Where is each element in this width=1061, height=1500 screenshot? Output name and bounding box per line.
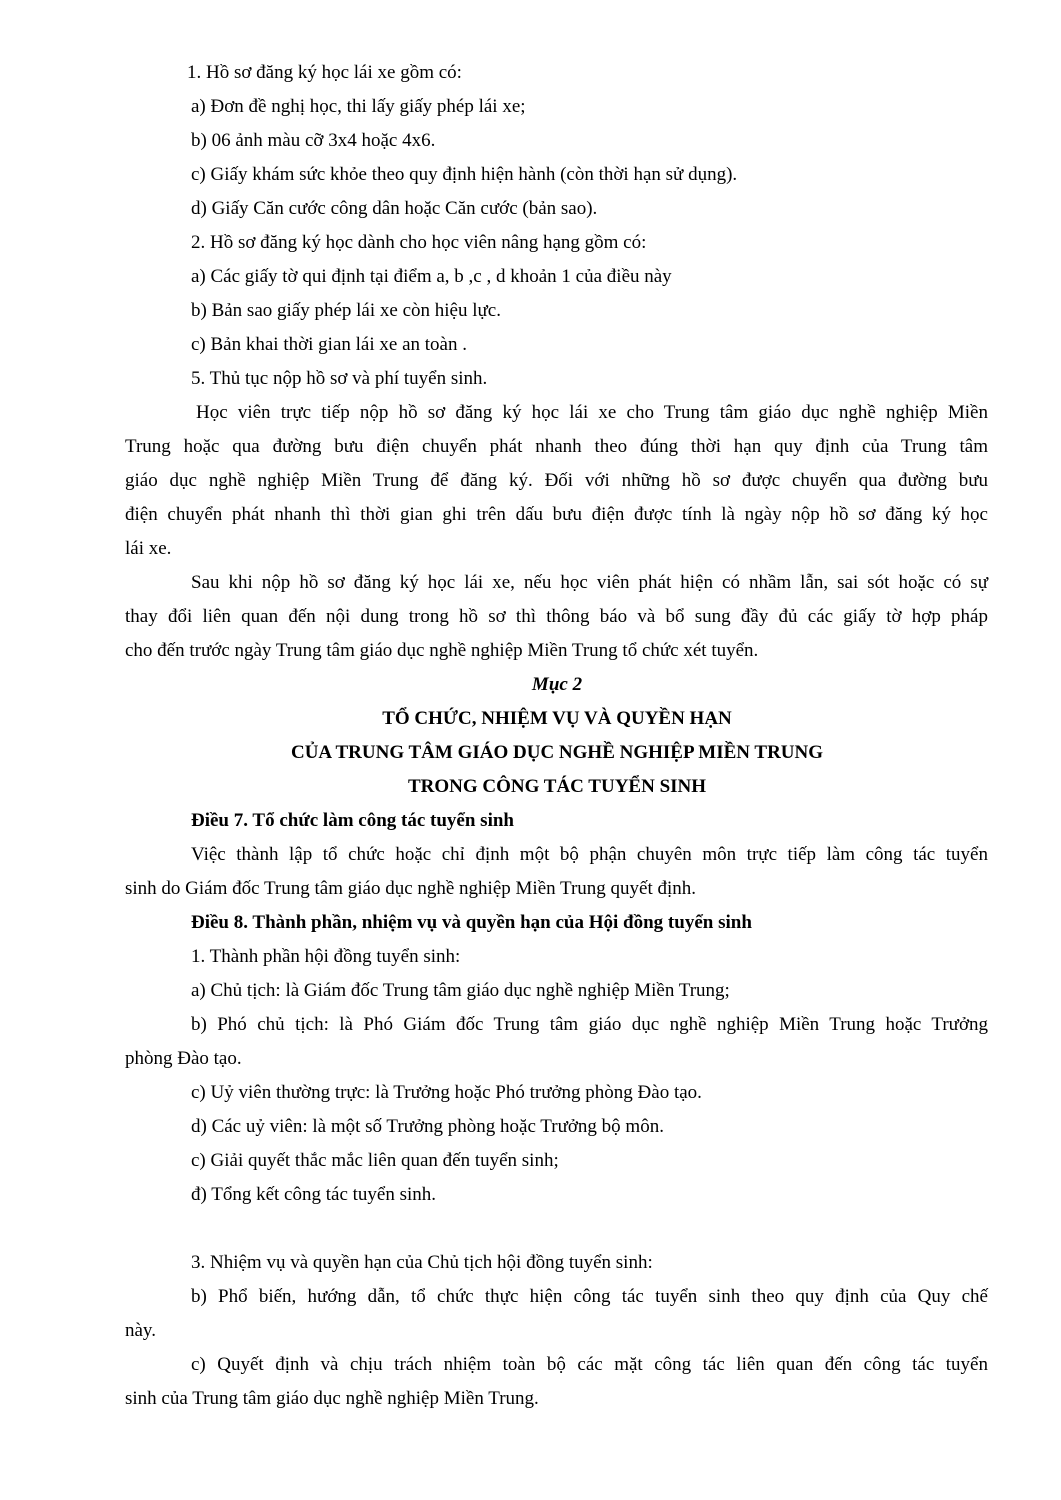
item-1c: c) Giấy khám sức khỏe theo quy định hiện hành (còn thời hạn sử dụng). xyxy=(191,164,738,185)
item-2: 2. Hồ sơ đăng ký học dành cho học viên nâng hạng gồm có: xyxy=(191,232,647,253)
art8-item-1d: d) Các uỷ viên: là một số Trưởng phòng hoặc Trưởng bộ môn. xyxy=(191,1116,664,1137)
item-1b: b) 06 ảnh màu cỡ 3x4 hoặc 4x6. xyxy=(191,130,436,151)
article-7-line1: Việc thành lập tổ chức hoặc chỉ định một bộ phận chuyên môn trực tiếp làm công tác tuyển xyxy=(191,844,988,865)
item-1a: a) Đơn đề nghị học, thi lấy giấy phép lái xe; xyxy=(191,96,526,117)
section-heading-line2: CỦA TRUNG TÂM GIÁO DỤC NGHỀ NGHIỆP MIỀN TRUNG xyxy=(290,742,824,763)
item-2b: b) Bản sao giấy phép lái xe còn hiệu lực. xyxy=(191,300,501,321)
para2-line3: cho đến trước ngày Trung tâm giáo dục nghề nghiệp Miền Trung tổ chức xét tuyển. xyxy=(125,640,759,661)
item-2a: a) Các giấy tờ qui định tại điểm a, b ,c , d khoản 1 của điều này xyxy=(191,266,672,287)
para1-line3: giáo dục nghề nghiệp Miền Trung để đăng ký. Đối với những hồ sơ được chuyển qua đường bưu xyxy=(125,470,988,491)
para1-line4: điện chuyển phát nhanh thì thời gian ghi trên dấu bưu điện được tính là ngày nộp hồ sơ đăng ký học xyxy=(125,504,988,525)
article-8-title: Điều 8. Thành phần, nhiệm vụ và quyền hạn của Hội đồng tuyển sinh xyxy=(191,912,752,933)
para2-line1: Sau khi nộp hồ sơ đăng ký học lái xe, nếu học viên phát hiện có nhầm lẫn, sai sót hoặc có sự xyxy=(191,572,988,593)
article-7-line2: sinh do Giám đốc Trung tâm giáo dục nghề nghiệp Miền Trung quyết định. xyxy=(125,878,697,899)
art8-item-1c: c) Uỷ viên thường trực: là Trưởng hoặc Phó trưởng phòng Đào tạo. xyxy=(191,1082,702,1103)
art8-item-1a: a) Chủ tịch: là Giám đốc Trung tâm giáo dục nghề nghiệp Miền Trung; xyxy=(191,980,730,1001)
section-heading-line1: TỔ CHỨC, NHIỆM VỤ VÀ QUYỀN HẠN xyxy=(382,708,732,729)
item-1: 1. Hồ sơ đăng ký học lái xe gồm có: xyxy=(187,62,462,83)
art8-item-3b-line1: b) Phổ biến, hướng dẫn, tổ chức thực hiện công tác tuyển sinh theo quy định của Quy chế xyxy=(191,1286,988,1307)
art8-item-3: 3. Nhiệm vụ và quyền hạn của Chủ tịch hội đồng tuyển sinh: xyxy=(191,1252,653,1273)
para1-line2: Trung hoặc qua đường bưu điện chuyển phát nhanh theo đúng thời hạn quy định của Trung tâm xyxy=(125,436,988,457)
art8-item-1b-line1: b) Phó chủ tịch: là Phó Giám đốc Trung tâm giáo dục nghề nghiệp Miền Trung hoặc Trưởng xyxy=(191,1014,988,1035)
article-7-title: Điều 7. Tổ chức làm công tác tuyển sinh xyxy=(191,810,514,831)
item-1d: d) Giấy Căn cước công dân hoặc Căn cước (bản sao). xyxy=(191,198,598,219)
section-heading-line3: TRONG CÔNG TÁC TUYỂN SINH xyxy=(407,776,707,797)
art8-item-1c2: c) Giải quyết thắc mắc liên quan đến tuyển sinh; xyxy=(191,1150,559,1171)
art8-item-1: 1. Thành phần hội đồng tuyển sinh: xyxy=(191,946,461,967)
section-label: Mục 2 xyxy=(531,674,583,695)
art8-item-3c-line2: sinh của Trung tâm giáo dục nghề nghiệp Miền Trung. xyxy=(125,1388,539,1409)
item-2c: c) Bản khai thời gian lái xe an toàn . xyxy=(191,334,467,355)
art8-item-3b-line2: này. xyxy=(125,1320,156,1341)
art8-item-3c-line1: c) Quyết định và chịu trách nhiệm toàn bộ các mặt công tác liên quan đến công tác tuyển xyxy=(191,1354,988,1375)
para1-line1: Học viên trực tiếp nộp hồ sơ đăng ký học lái xe cho Trung tâm giáo dục nghề nghiệp Miền xyxy=(196,402,988,423)
art8-item-1dd: đ) Tổng kết công tác tuyển sinh. xyxy=(191,1184,437,1205)
item-5: 5. Thủ tục nộp hồ sơ và phí tuyển sinh. xyxy=(191,368,488,389)
art8-item-1b-line2: phòng Đào tạo. xyxy=(125,1048,242,1069)
para2-line2: thay đổi liên quan đến nội dung trong hồ sơ thì thông báo và bổ sung đầy đủ các giấy tờ hợp pháp xyxy=(125,606,988,627)
para1-line5: lái xe. xyxy=(125,538,172,559)
